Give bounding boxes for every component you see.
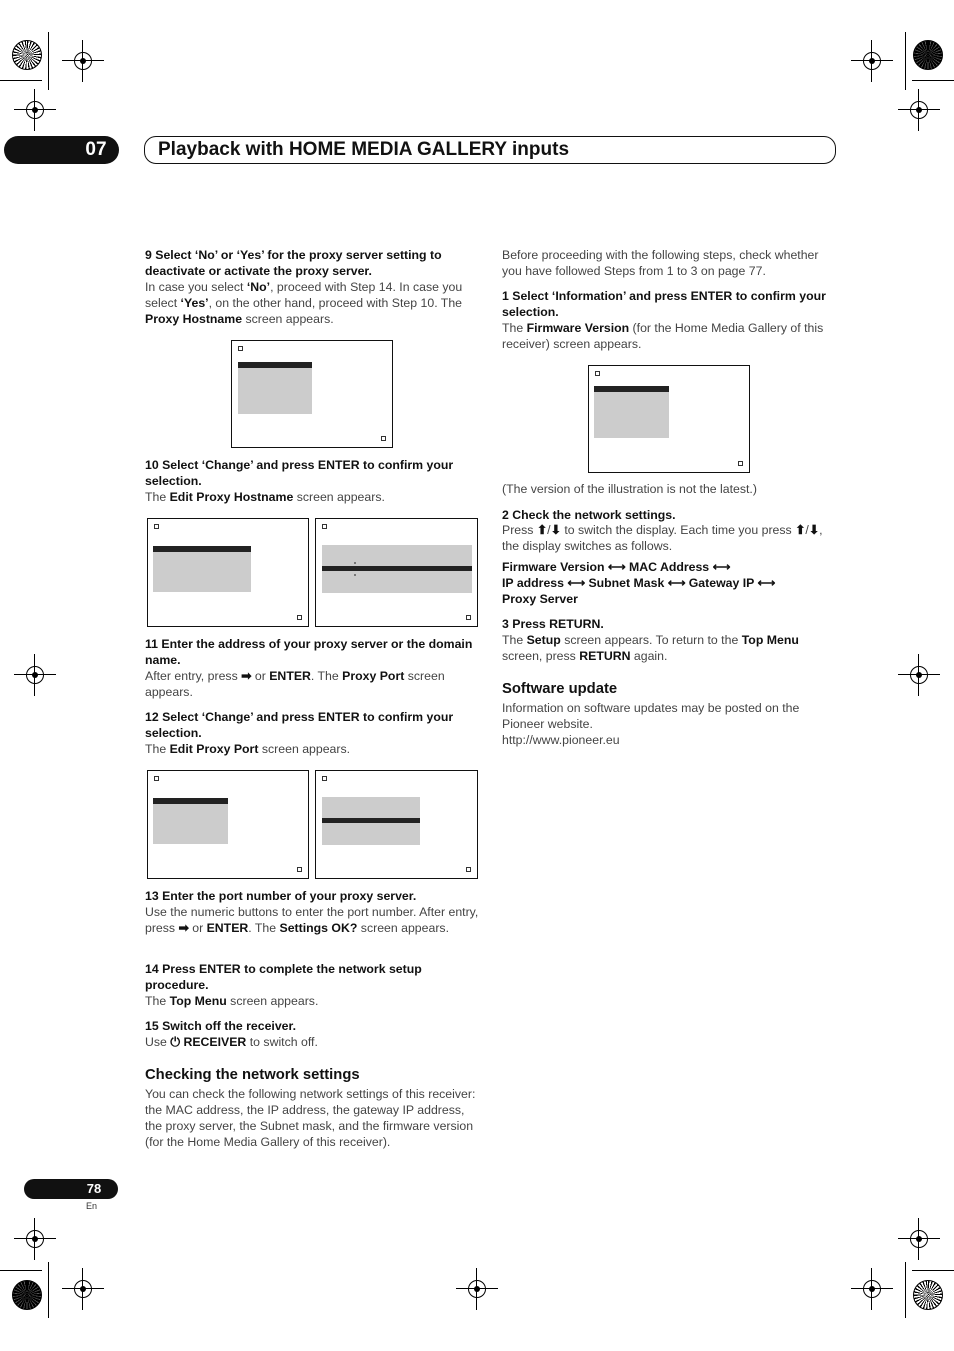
registration-mark-icon [906,1226,932,1252]
color-bar-icon [12,1280,42,1310]
up-arrow-icon: ⬆ [795,523,806,537]
registration-mark-icon [22,97,48,123]
right-arrow-icon: ➡ [178,921,189,935]
down-arrow-icon: ⬇ [550,523,561,537]
down-arrow-icon: ⬇ [808,523,820,537]
color-bar-icon [12,40,42,70]
crop-mark [0,1270,42,1271]
screen-corner-icon [297,867,302,872]
display-cycle-line-3: Proxy Server [502,592,578,606]
registration-mark-icon [859,1276,885,1302]
info-step-3-body: The Setup screen appears. To return to the Top Menu screen, press RETURN again. [502,633,799,663]
info-step-3-title: 3 Press RETURN. [502,617,604,631]
display-cycle-line-1: Firmware Version ⟷ MAC Address ⟷ [502,560,731,574]
step-14-body: The Top Menu screen appears. [145,994,319,1008]
step-13-title: 13 Enter the port number of your proxy server. [145,889,417,903]
info-step-2-title: 2 Check the network settings. [502,508,676,522]
step-10-body: The Edit Proxy Hostname screen appears. [145,490,385,504]
edit-proxy-port-screen-illustration [147,770,309,879]
screen-corner-icon [738,461,743,466]
crop-mark [48,1262,49,1318]
screen-corner-icon [322,776,327,781]
screen-corner-icon [595,371,600,376]
screen-corner-icon [381,436,386,441]
edit-proxy-hostname-screen-illustration [147,518,309,627]
software-update-body: Information on software updates may be posted on the Pioneer website. [502,701,800,731]
step-14-title: 14 Press ENTER to complete the network setup procedure. [145,962,422,992]
language-label: En [86,1201,98,1211]
page-number: 78 [86,1181,102,1196]
step-10-title: 10 Select ‘Change’ and press ENTER to confirm your selection. [145,458,454,488]
screen-corner-icon [154,524,159,529]
info-step-2-body: Press ⬆/⬇ to switch the display. Each time you press ⬆/⬇, the display switches as follows. [502,523,823,553]
registration-mark-icon [464,1276,490,1302]
screen-menu-panel [153,552,251,592]
registration-mark-icon [22,662,48,688]
screen-corner-icon [238,346,243,351]
power-icon: ⏻ [170,1035,181,1049]
registration-mark-icon [70,1276,96,1302]
crop-mark [905,1262,906,1318]
screen-menu-panel [594,392,669,438]
screen-corner-icon [297,615,302,620]
cursor-down-icon [354,574,356,576]
screen-input-bar [322,818,420,823]
info-step-1-title: 1 Select ‘Information’ and press ENTER to confirm your selection. [502,289,826,319]
firmware-version-screen-illustration [588,365,750,473]
step-9-title: 9 Select ‘No’ or ‘Yes’ for the proxy server setting to deactivate or activate the proxy server. [145,248,442,278]
crop-mark [912,1270,954,1271]
crop-mark [912,80,954,81]
step-13-body: Use the numeric buttons to enter the port number. After entry, press ➡ or ENTER. The Settings OK? screen appears. [145,905,479,935]
cursor-up-icon [354,562,356,564]
step-9-body: In case you select ‘No’, proceed with Step 14. In case you select ‘Yes’, on the other hand, proceed with Step 10. The Proxy Hostname screen appears. [145,280,463,326]
crop-mark [905,32,906,90]
step-15-body: Use ⏻ RECEIVER to switch off. [145,1035,318,1049]
up-arrow-icon: ⬆ [536,523,548,537]
step-11-title: 11 Enter the address of your proxy server or the domain name. [145,637,473,667]
screen-corner-icon [322,524,327,529]
proxy-hostname-screen-illustration [231,340,393,448]
color-bar-icon [913,40,943,70]
chapter-number: 07 [85,139,107,160]
info-step-1-body: The Firmware Version (for the Home Media Gallery of this receiver) screen appears. [502,321,824,351]
screen-menu-panel [238,368,312,414]
registration-mark-icon [906,662,932,688]
display-cycle-line-2: IP address ⟷ Subnet Mask ⟷ Gateway IP ⟷ [502,576,776,590]
crop-mark [48,32,49,90]
pioneer-website-url: http://www.pioneer.eu [502,733,620,747]
edit-proxy-port-entry-screen-illustration [315,770,478,879]
edit-proxy-hostname-entry-screen-illustration [315,518,478,627]
checking-network-settings-body: You can check the following network settings of this receiver: the MAC address, the IP address, the gateway IP address, the proxy server, the Subnet mask, and the firmware version (for the Home Media Gallery of this receiver). [145,1087,476,1149]
screen-input-bar [322,566,472,571]
screen-corner-icon [466,615,471,620]
registration-mark-icon [906,97,932,123]
crop-mark [0,80,42,81]
step-12-title: 12 Select ‘Change’ and press ENTER to confirm your selection. [145,710,454,740]
screen-menu-panel [153,804,228,844]
screen-corner-icon [466,867,471,872]
software-update-heading: Software update [502,681,618,697]
illustration-version-note: (The version of the illustration is not the latest.) [502,482,757,496]
step-11-body: After entry, press ➡ or ENTER. The Proxy Port screen appears. [145,669,445,699]
registration-mark-icon [22,1226,48,1252]
color-bar-icon [913,1280,943,1310]
chapter-title: Playback with HOME MEDIA GALLERY inputs [158,139,570,160]
right-arrow-icon: ➡ [241,669,252,683]
right-intro: Before proceeding with the following steps, check whether you have followed Steps from 1 to 3 on page 77. [502,248,819,278]
checking-network-settings-heading: Checking the network settings [145,1067,360,1083]
step-15-title: 15 Switch off the receiver. [145,1019,297,1033]
screen-corner-icon [154,776,159,781]
registration-mark-icon [70,48,96,74]
step-12-body: The Edit Proxy Port screen appears. [145,742,351,756]
registration-mark-icon [859,48,885,74]
